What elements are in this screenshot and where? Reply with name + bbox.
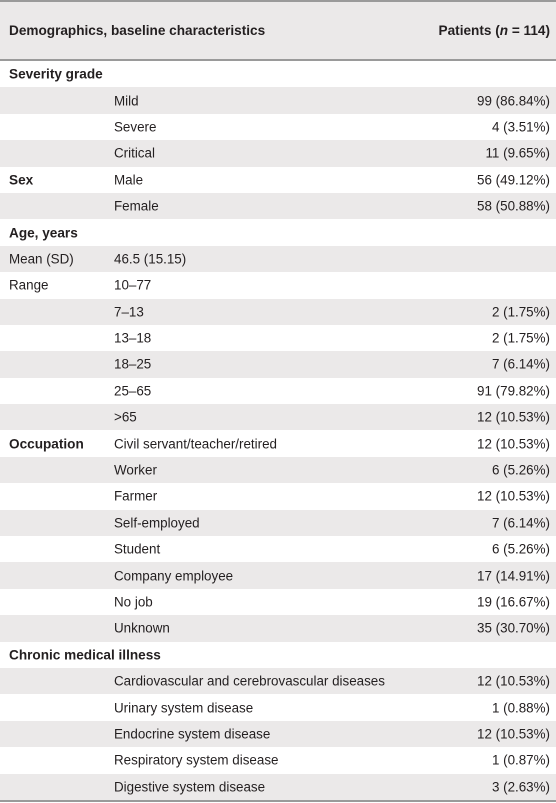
row-patients-value: 6 (5.26%): [491, 462, 550, 478]
row-subcategory: Worker: [114, 462, 157, 478]
row-subcategory: Unknown: [114, 620, 170, 636]
table-row: [0, 193, 556, 219]
row-subcategory: Digestive system disease: [114, 779, 266, 795]
table-row: [0, 140, 556, 166]
row-patients-value: 12 (10.53%): [477, 673, 550, 689]
table-row: [0, 510, 556, 536]
row-subcategory: 10–77: [114, 277, 152, 293]
table-row: [0, 430, 556, 456]
table-row: [0, 721, 556, 747]
row-patients-value: 35 (30.70%): [477, 620, 550, 636]
table-row: [0, 167, 556, 193]
row-subcategory: Severe: [114, 119, 157, 135]
row-patients-value: 4 (3.51%): [491, 119, 550, 135]
table-row: [0, 351, 556, 377]
table-row: [0, 457, 556, 483]
table-row: [0, 483, 556, 509]
row-subcategory: Cardiovascular and cerebrovascular diseases: [114, 673, 385, 689]
table-header-row: [0, 2, 556, 59]
row-subcategory: No job: [114, 594, 153, 610]
row-patients-value: 1 (0.87%): [491, 752, 550, 768]
row-subcategory: 13–18: [114, 330, 152, 346]
row-patients-value: 56 (49.12%): [477, 172, 550, 188]
row-subcategory: 7–13: [114, 304, 144, 320]
row-subcategory: Mild: [114, 93, 139, 109]
row-patients-value: 99 (86.84%): [477, 93, 550, 109]
row-category: Sex: [9, 172, 34, 188]
row-patients-value: 12 (10.53%): [477, 726, 550, 742]
header-characteristics: Demographics, baseline characteristics: [9, 23, 266, 38]
row-patients-value: 91 (79.82%): [477, 383, 550, 399]
row-patients-value: 7 (6.14%): [491, 515, 550, 531]
table-bottom-rule: [0, 800, 556, 802]
row-subcategory: Urinary system disease: [114, 700, 254, 716]
table-row: [0, 299, 556, 325]
table-row: [0, 774, 556, 800]
row-subcategory: Respiratory system disease: [114, 752, 279, 768]
table-row: [0, 61, 556, 87]
header-patients-prefix: Patients (: [438, 23, 500, 38]
table-row: [0, 219, 556, 245]
row-subcategory: >65: [114, 409, 137, 425]
table-row: [0, 694, 556, 720]
row-patients-value: 19 (16.67%): [477, 594, 550, 610]
row-category: Mean (SD): [9, 251, 74, 267]
row-category: Severity grade: [9, 66, 103, 82]
row-subcategory: Farmer: [114, 488, 158, 504]
row-subcategory: Company employee: [114, 568, 234, 584]
row-patients-value: 2 (1.75%): [491, 304, 550, 320]
table-body: [0, 61, 556, 800]
row-patients-value: 1 (0.88%): [491, 700, 550, 716]
table-row: [0, 272, 556, 298]
row-patients-value: 6 (5.26%): [491, 541, 550, 557]
table-row: [0, 378, 556, 404]
row-subcategory: Male: [114, 172, 144, 188]
row-subcategory: 46.5 (15.15): [114, 251, 187, 267]
row-patients-value: 12 (10.53%): [477, 436, 550, 452]
header-patients-n: n: [499, 23, 509, 38]
row-subcategory: Student: [114, 541, 161, 557]
row-patients-value: 7 (6.14%): [491, 356, 550, 372]
table-row: [0, 668, 556, 694]
table-row: [0, 246, 556, 272]
table-row: [0, 747, 556, 773]
table-row: [0, 404, 556, 430]
table-row: [0, 562, 556, 588]
row-category: Range: [9, 277, 49, 293]
header-patients-suffix: = 114): [508, 23, 550, 38]
table-row: [0, 589, 556, 615]
row-subcategory: 18–25: [114, 356, 152, 372]
row-subcategory: Female: [114, 198, 159, 214]
row-patients-value: 12 (10.53%): [477, 409, 550, 425]
table-row: [0, 615, 556, 641]
row-patients-value: 17 (14.91%): [477, 568, 550, 584]
row-patients-value: 11 (9.65%): [485, 145, 550, 161]
row-subcategory: Self-employed: [114, 515, 200, 531]
table-row: [0, 325, 556, 351]
row-category: Age, years: [9, 225, 78, 241]
table-row: [0, 536, 556, 562]
row-patients-value: 12 (10.53%): [477, 488, 550, 504]
table-row: [0, 87, 556, 113]
row-patients-value: 3 (2.63%): [491, 779, 550, 795]
row-subcategory: Civil servant/teacher/retired: [114, 436, 277, 452]
row-subcategory: 25–65: [114, 383, 152, 399]
row-category: Occupation: [9, 436, 84, 452]
table-row: [0, 114, 556, 140]
header-patients: [439, 23, 550, 38]
table-row: [0, 642, 556, 668]
row-category: Chronic medical illness: [9, 647, 161, 663]
row-subcategory: Endocrine system disease: [114, 726, 271, 742]
row-subcategory: Critical: [114, 145, 155, 161]
row-patients-value: 2 (1.75%): [491, 330, 550, 346]
row-patients-value: 58 (50.88%): [477, 198, 550, 214]
